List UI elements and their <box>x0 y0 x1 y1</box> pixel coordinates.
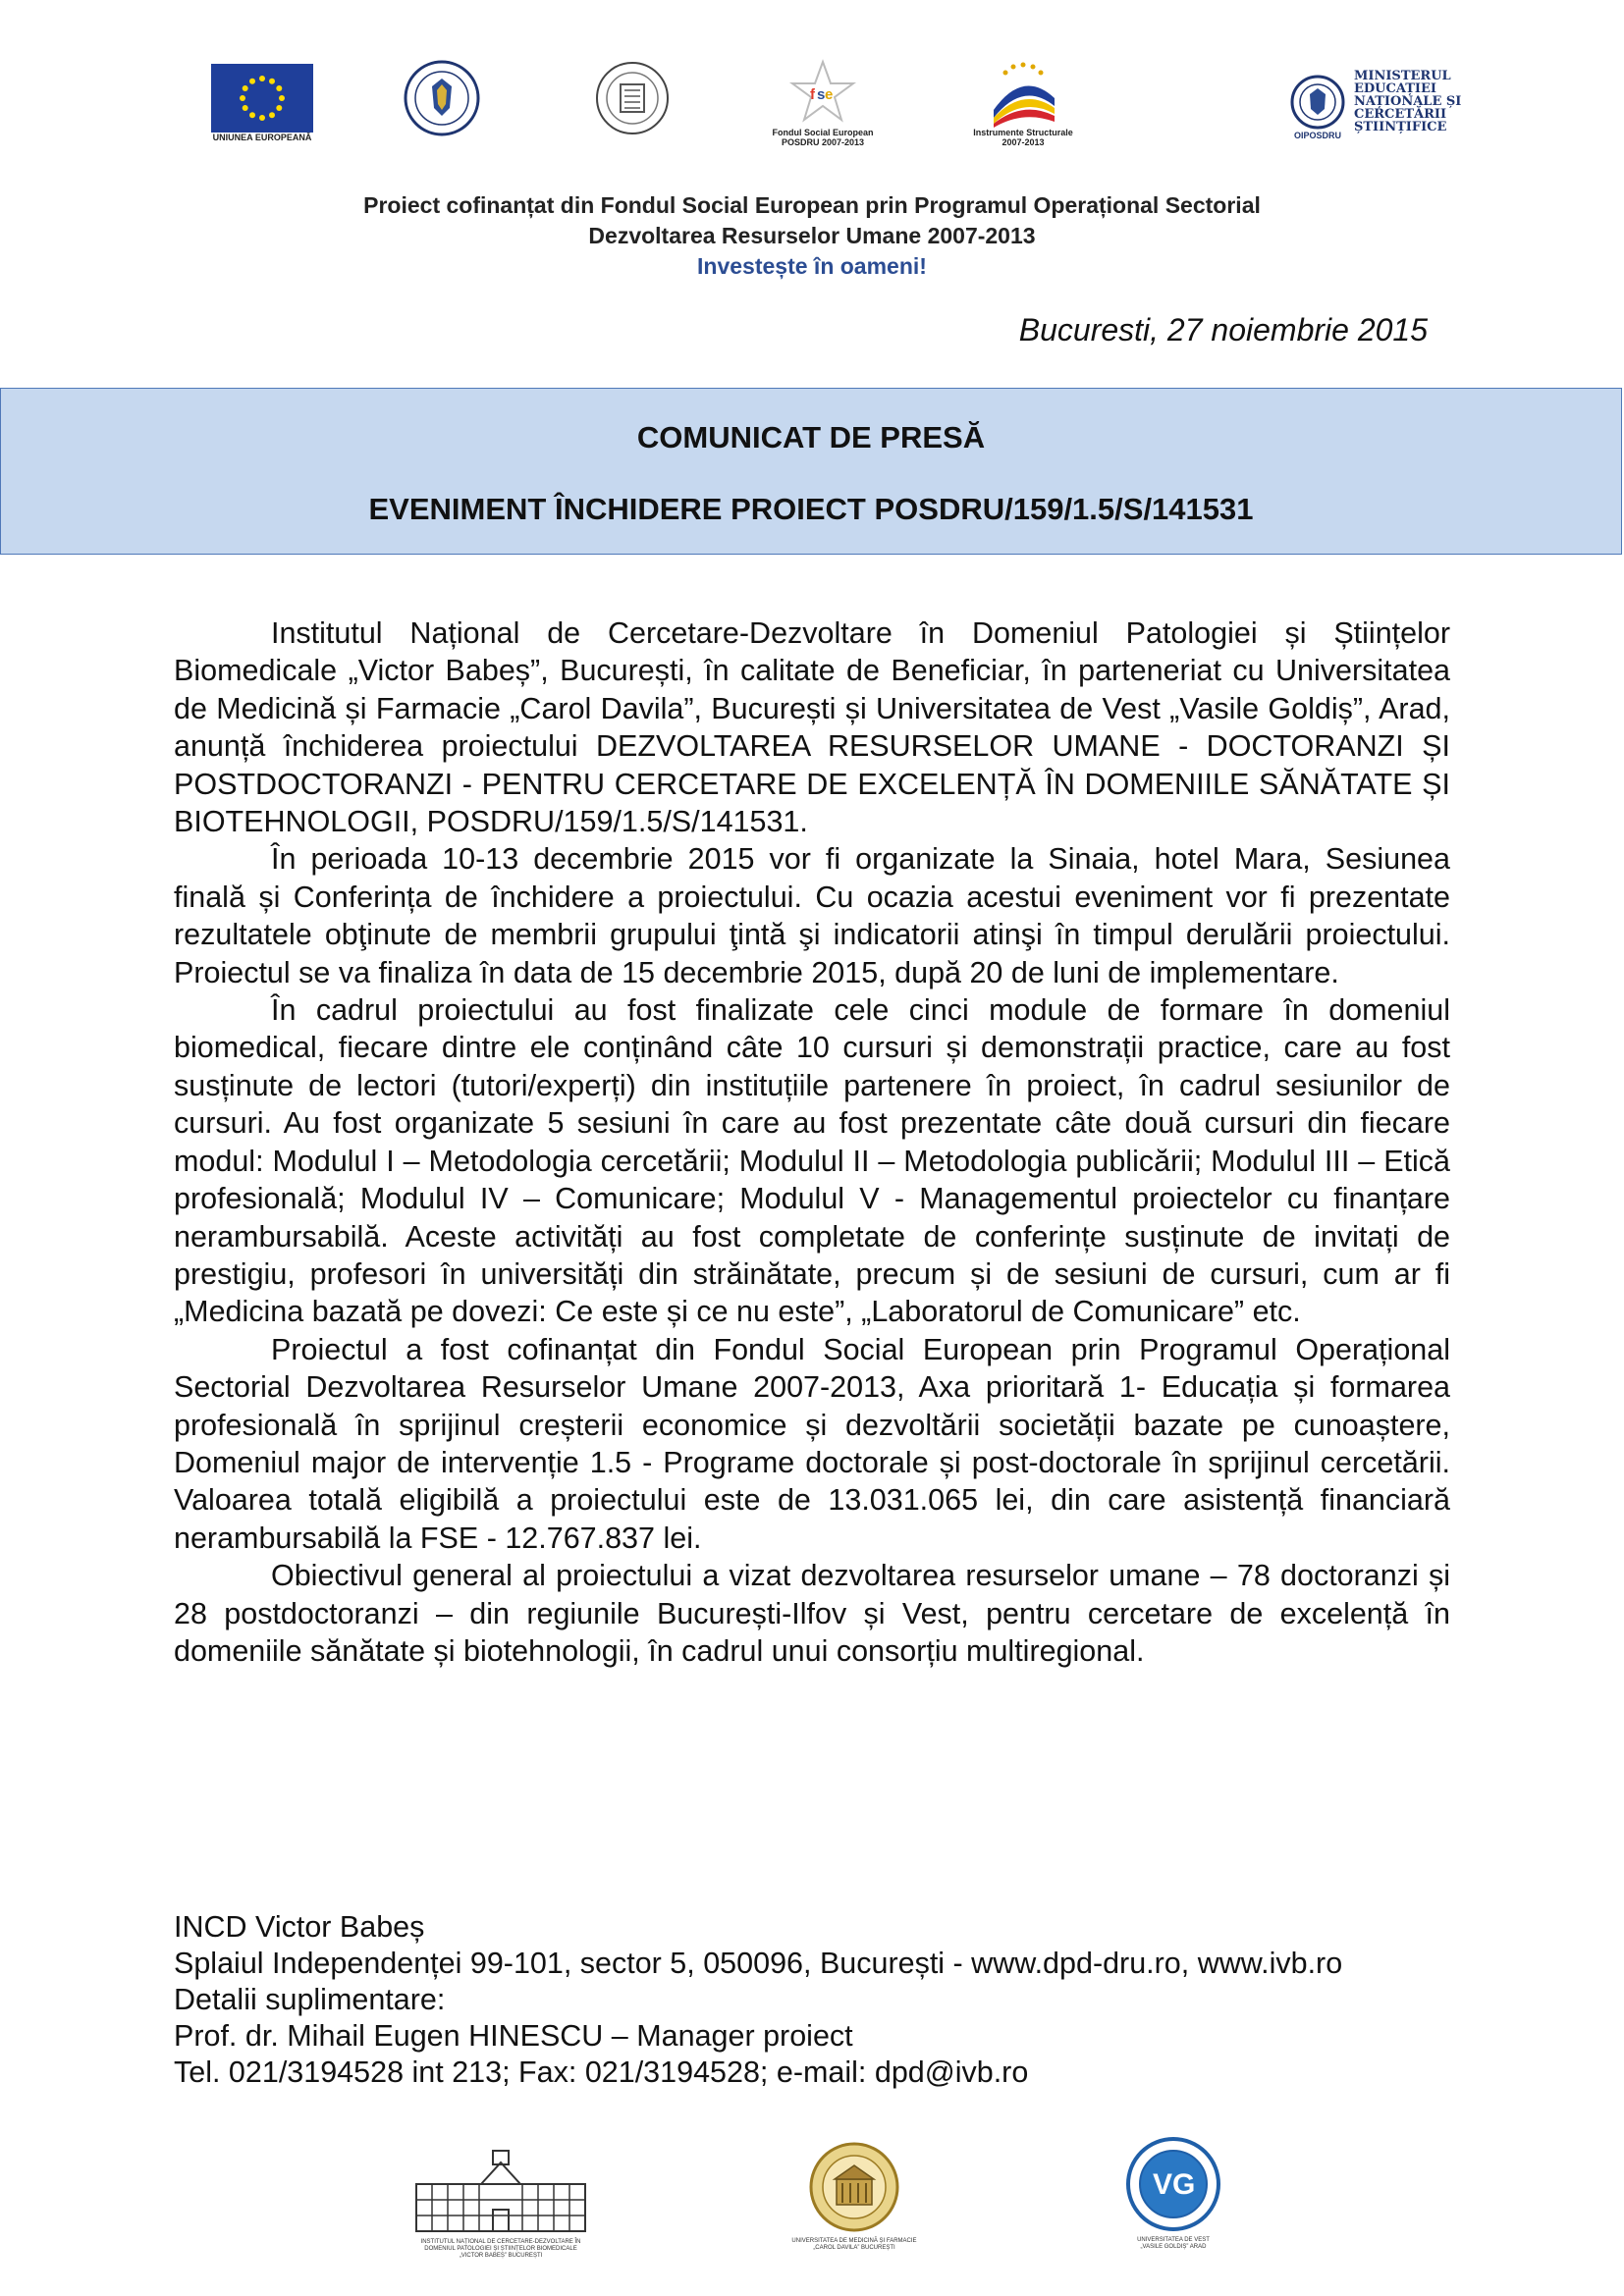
uvvg-logo <box>1080 2135 1267 2251</box>
instrumente-structurale-icon <box>986 59 1060 128</box>
ministry-seal-logo <box>594 59 671 137</box>
project-header <box>0 190 1624 282</box>
svg-text:s: s <box>817 86 826 103</box>
project-slogan: Investește în oameni! <box>697 253 927 279</box>
press-release-title: COMUNICAT DE PRESĂ <box>636 420 986 454</box>
svg-text:VG: VG <box>1153 2168 1196 2201</box>
ministry-line-2: EDUCAȚIEI <box>1354 81 1436 96</box>
fse-star-icon <box>788 59 857 128</box>
government-logo <box>403 59 481 137</box>
oiposdru-seal-icon <box>1289 74 1346 131</box>
paragraph-1: Institutul Național de Cercetare-Dezvoltare în Domeniul Patologiei și Științelor Biomedicale „Victor Babeș”, București, în calitate de Beneficiar, în parteneriat cu Universitatea de Medicină și Farmacie „Carol Davila”, București și Universitatea de Vest „Vasile Goldiș”, Arad, anunță închiderea proiectului DEZVOLTAREA RESURSELOR UMANE - DOCTORANZI ȘI POSTDOCTORANZI - PENTRU CERCETARE DE EXCELENȚĂ ÎN DOMENIILE SĂNĂTATE ȘI BIOTEHNOLOGII, POSDRU/159/1.5/S/141531. <box>174 616 1450 839</box>
ivb-caption-3: „VICTOR BABEȘ” BUCUREȘTI <box>459 2253 543 2259</box>
contact-block <box>174 1909 1342 2091</box>
ivb-building-icon <box>410 2145 591 2235</box>
ministry-seal-icon <box>594 59 671 137</box>
project-header-line-2: Dezvoltarea Resurselor Umane 2007-2013 <box>588 223 1036 248</box>
eu-caption: UNIUNEA EUROPEANĂ <box>212 133 312 142</box>
ivb-logo <box>407 2145 594 2260</box>
ministry-line-3: NAȚIONALE ȘI <box>1354 94 1462 109</box>
ivb-caption-1: INSTITUTUL NAȚIONAL DE CERCETARE-DEZVOLTARE ÎN <box>420 2239 581 2245</box>
ivb-caption-2: DOMENIUL PATOLOGIEI ȘI ȘTIINȚELOR BIOMEDICALE <box>424 2246 577 2252</box>
ministry-line-1: MINISTERUL <box>1354 69 1451 83</box>
umf-logo <box>761 2140 947 2252</box>
fse-logo <box>769 59 877 147</box>
is-caption-2: 2007-2013 <box>1001 137 1045 147</box>
bottom-logo-bar <box>0 2135 1624 2263</box>
paragraph-4: Proiectul a fost cofinanțat din Fondul Social European prin Programul Operațional Sectorial Dezvoltarea Resurselor Umane 2007-2013, Axa prioritară 1- Educația și formarea profesională în sprijinul creșterii economice și dezvoltării societății bazate pe cunoaștere, Domeniul major de intervenție 1.5 - Programe doctorale și post-doctorale în sprijinul cercetării. Valoarea totală eligibilă a proiectului este de 13.031.065 lei, din care asistență financiară nerambursabilă la FSE - 12.767.837 lei. <box>174 1332 1450 1555</box>
press-release-body <box>174 614 1450 1670</box>
ministry-name <box>1354 70 1461 133</box>
ministry-logo <box>1289 69 1476 140</box>
ministry-line-5: ȘTIINȚIFICE <box>1354 120 1447 134</box>
event-title: EVENIMENT ÎNCHIDERE PROIECT POSDRU/159/1.5/S/141531 <box>368 492 1254 526</box>
instrumente-structurale-logo <box>969 59 1077 147</box>
project-header-line-1: Proiect cofinanțat din Fondul Social European prin Programul Operațional Sectorial <box>363 192 1261 218</box>
is-caption-1: Instrumente Structurale <box>973 128 1073 137</box>
paragraph-5: Obiectivul general al proiectului a vizat dezvoltarea resurselor umane – 78 doctoranzi și 28 postdoctoranzi – din regiunile București-Ilfov și Vest, pentru cercetare de excelență în domeniile sănătate și biotehnologii, în cadrul unui consorțiu multiregional. <box>174 1559 1450 1668</box>
uvvg-caption-2: „VASILE GOLDIȘ” ARAD <box>1140 2244 1207 2250</box>
svg-text:e: e <box>825 86 834 103</box>
fse-caption-1: Fondul Social European <box>772 128 874 137</box>
contact-details-label: Detalii suplimentare: <box>174 1983 446 2016</box>
document-date: Bucuresti, 27 noiembrie 2015 <box>1018 312 1428 347</box>
oiposdru-seal <box>1289 74 1346 140</box>
paragraph-2: În perioada 10-13 decembrie 2015 vor fi organizate la Sinaia, hotel Mara, Sesiunea finală și Conferința de închidere a proiectului. Cu ocazia acestui eveniment vor fi prezentate rezultatele obţinute de membrii grupului ţintă şi indicatorii atinşi în timpul derulării proiectului. Proiectul se va finaliza în data de 15 decembrie 2015, după 20 de luni de implementare. <box>174 842 1450 989</box>
eu-flag-icon <box>211 64 313 133</box>
oiposdru-label: OIPOSDRU <box>1293 131 1341 140</box>
title-box <box>0 388 1622 555</box>
contact-phone: Tel. 021/3194528 int 213; Fax: 021/3194528; e-mail: dpd@ivb.ro <box>174 2056 1029 2089</box>
contact-manager: Prof. dr. Mihail Eugen HINESCU – Manager proiect <box>174 2019 853 2053</box>
eu-logo <box>208 64 316 142</box>
svg-text:f: f <box>810 86 815 103</box>
umf-caption-1: UNIVERSITATEA DE MEDICINĂ ȘI FARMACIE <box>791 2238 917 2244</box>
paragraph-3: În cadrul proiectului au fost finalizate cele cinci module de formare în domeniul biomedical, fiecare dintre ele conținând câte 10 cursuri și demonstrații practice, care au fost susținute de lectori (tutori/experți) din instituțiile partenere în proiect, în cadrul sesiunilor de cursuri. Au fost organizate 5 sesiuni în care au fost prezentate câte două cursuri din fiecare modul: Modulul I – Metodologia cercetării; Modulul II – Metodologia publicării; Modulul III – Etică profesională; Modulul IV – Comunicare; Modulul V - Managementul proiectelor cu finanțare nerambursabilă. Aceste activități au fost completate de conferințe susținute de invitați de prestigiu, profesori în universități din străinătate, precum și de sesiuni de cursuri, cum ar fi „Medicina bazată pe dovezi: Ce este și ce nu este”, „Laboratorul de Comunicare” etc. <box>174 993 1450 1329</box>
guvernul-romaniei-seal-icon <box>403 59 481 137</box>
contact-organization: INCD Victor Babeș <box>174 1910 425 1944</box>
top-logo-bar <box>206 59 1473 167</box>
contact-address: Splaiul Independenței 99-101, sector 5, 050096, București - www.dpd-dru.ro, www.ivb.ro <box>174 1947 1343 1980</box>
umf-seal-icon <box>807 2140 901 2234</box>
uvvg-seal-icon <box>1124 2135 1222 2233</box>
umf-caption-2: „CAROL DAVILA” BUCUREȘTI <box>813 2245 895 2251</box>
uvvg-caption-1: UNIVERSITATEA DE VEST <box>1137 2237 1210 2243</box>
fse-caption-2: POSDRU 2007-2013 <box>781 137 865 147</box>
ministry-line-4: CERCETĂRII <box>1354 107 1447 122</box>
